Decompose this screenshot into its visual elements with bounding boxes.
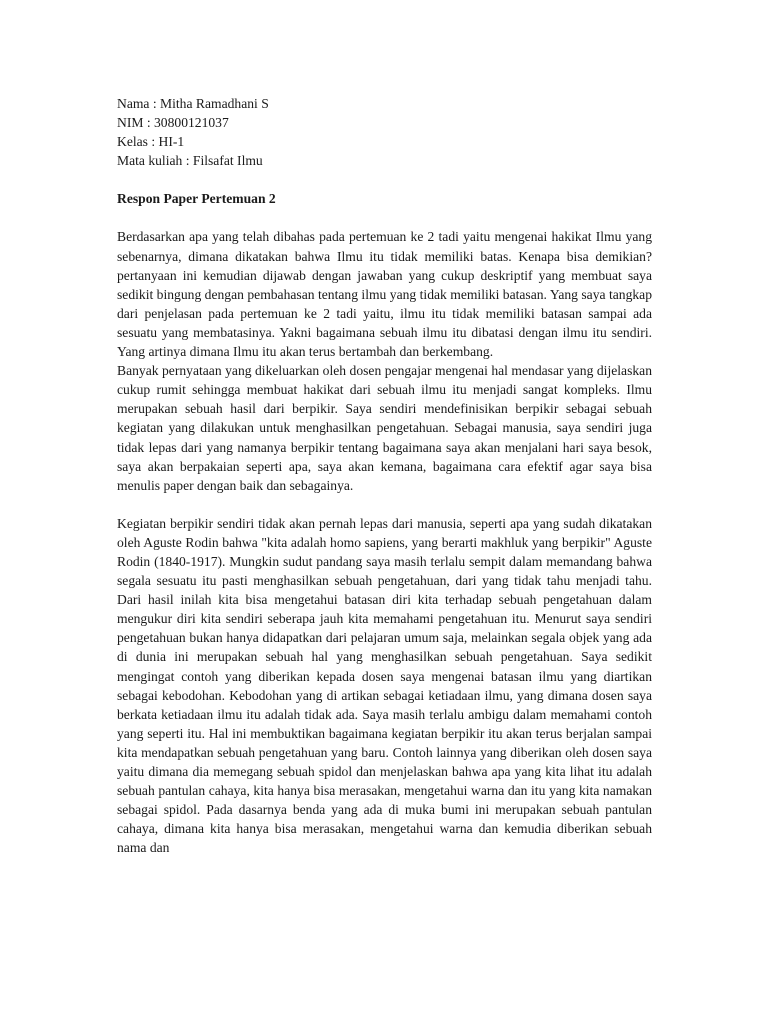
- paragraph-1: Berdasarkan apa yang telah dibahas pada pertemuan ke 2 tadi yaitu mengenai hakikat Ilmu yang sebenarnya, dimana dikatakan bahwa Ilmu itu tidak memiliki batas. Kenapa bisa demikian? pertanyaan ini kemudian dijawab dengan jawaban yang cukup deskriptif yang membuat saya sedikit bingung dengan pembahasan tentang ilmu yang tidak memiliki batasan. Yang saya tangkap dari penjelasan pada pertemuan ke 2 tadi yaitu, ilmu itu tidak memiliki batasan sampai ada sesuatu yang membatasinya. Yakni bagaimana sebuah ilmu itu dibatasi dengan ilmu itu sendiri. Yang artinya dimana Ilmu itu akan terus bertambah dan berkembang.: [117, 229, 652, 360]
- student-nim: NIM : 30800121037: [117, 115, 229, 131]
- paragraph-2: Banyak pernyataan yang dikeluarkan oleh dosen pengajar mengenai hal mendasar yang dijelaskan cukup rumit sehingga membuat hakikat dari sebuah ilmu itu menjadi sangat kompleks. Ilmu merupakan sebuah hasil dari berpikir. Saya sendiri mendefinisikan berpikir sebagai sebuah kegiatan yang dilakukan untuk menghasilkan pengetahuan. Sebagai manusia, saya sendiri juga tidak lepas dari yang namanya berpikir tentang bagaimana saya akan menjalani hari saya besok, saya akan berpakaian seperti apa, saya akan kemana, bagaimana cara efektif agar saya bisa menulis paper dengan baik dan sebagainya.: [117, 363, 652, 493]
- course-name: Mata kuliah : Filsafat Ilmu: [117, 153, 263, 169]
- spacer: [117, 208, 652, 227]
- document-body: [117, 94, 652, 857]
- paper-title: Respon Paper Pertemuan 2: [117, 191, 276, 207]
- paragraph-3: Kegiatan berpikir sendiri tidak akan pernah lepas dari manusia, seperti apa yang sudah dikatakan oleh Aguste Rodin bahwa "kita adalah homo sapiens, yang berarti makhluk yang berpikir" Aguste Rodin (1840-1917). Mungkin sudut pandang saya masih terlalu sempit dalam memandang bahwa segala sesuatu itu pasti menghasilkan sebuah pengetahuan, dari yang tidak tahu menjadi tahu. Dari hasil inilah kita bisa mengetahui batasan diri kita terhadap sebuah pengetahuan dalam mengukur diri kita sendiri seberapa jauh kita memahami pengetahuan itu. Menurut saya sendiri pengetahuan bukan hanya didapatkan dari pelajaran umum saja, melainkan segala objek yang ada di dunia ini merupakan sebuah hal yang menghasilkan sebuah pengetahuan. Saya sedikit mengingat contoh yang diberikan kepada dosen saya mengenai batasan ilmu yang diartikan sebagai kebodohan. Kebodohan yang di artikan sebagai ketiadaan ilmu, yang dimana dosen saya berkata ketiadaan ilmu itu adalah tidak ada. Saya masih terlalu ambigu dalam memahami contoh yang seperti itu. Hal ini membuktikan bagaimana kegiatan berpikir itu akan terus berjalan sampai kita mendapatkan sebuah pengetahuan yang baru. Contoh lainnya yang diberikan oleh dosen saya yaitu dimana dia memegang sebuah spidol dan menjelaskan bahwa apa yang kita lihat itu adalah sebuah pantulan cahaya, kita hanya bisa merasakan, mengetahui warna dan itu yang kita namakan sebagai spidol. Pada dasarnya benda yang ada di muka bumi ini merupakan sebuah pantulan cahaya, dimana kita hanya bisa merasakan, mengetahui warna dan kemudia diberikan sebuah nama dan: [117, 515, 652, 856]
- student-class: Kelas : HI-1: [117, 134, 185, 150]
- student-name: Nama : Mitha Ramadhani S: [117, 96, 269, 111]
- spacer: [117, 495, 652, 514]
